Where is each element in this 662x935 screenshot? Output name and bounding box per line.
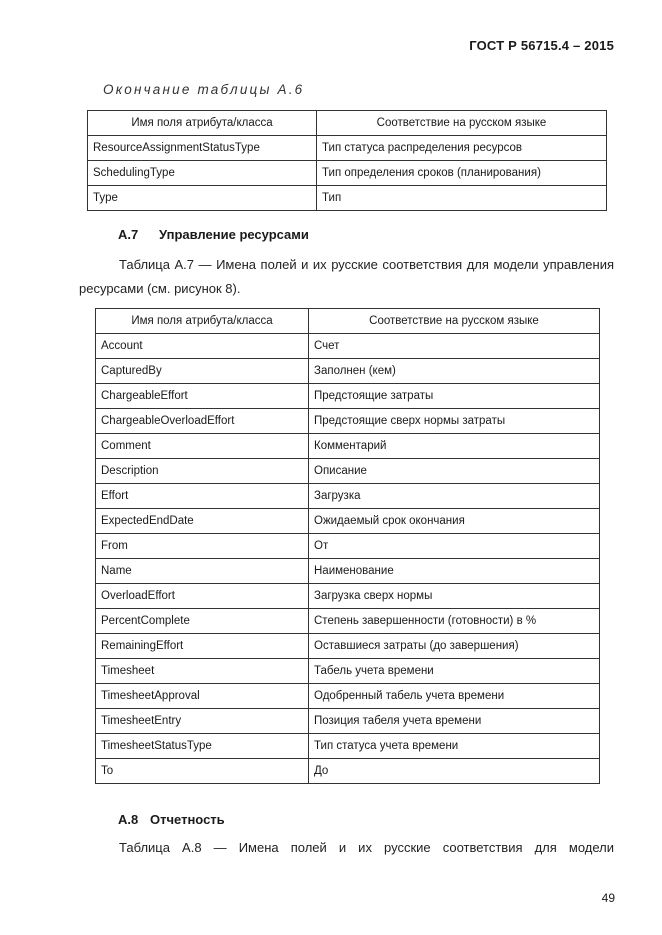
table-a6-end	[87, 110, 607, 211]
translation-cell: Тип статуса распределения ресурсов	[317, 136, 607, 161]
field-name-cell: ExpectedEndDate	[96, 509, 309, 534]
field-name-cell: From	[96, 534, 309, 559]
field-name-cell: RemainingEffort	[96, 634, 309, 659]
translation-cell: До	[309, 759, 600, 784]
table-row	[96, 759, 600, 784]
table-row	[96, 359, 600, 384]
translation-cell: Предстоящие затраты	[309, 384, 600, 409]
table-row	[96, 534, 600, 559]
table-row	[96, 609, 600, 634]
field-name-cell: Timesheet	[96, 659, 309, 684]
translation-cell: Наименование	[309, 559, 600, 584]
translation-cell: Одобренный табель учета времени	[309, 684, 600, 709]
page-number: 49	[601, 891, 615, 905]
field-name-cell: Type	[88, 186, 317, 211]
table-row	[96, 709, 600, 734]
translation-cell: Предстоящие сверх нормы затраты	[309, 409, 600, 434]
table-row	[88, 136, 607, 161]
translation-cell: Загрузка сверх нормы	[309, 584, 600, 609]
field-name-cell: Comment	[96, 434, 309, 459]
translation-cell: Счет	[309, 334, 600, 359]
translation-cell: Оставшиеся затраты (до завершения)	[309, 634, 600, 659]
section-heading-a8	[118, 812, 225, 827]
table-continuation-caption: Окончание таблицы А.6	[103, 82, 305, 97]
document-header: ГОСТ Р 56715.4 – 2015	[469, 38, 614, 53]
table-row	[96, 559, 600, 584]
field-name-cell: Account	[96, 334, 309, 359]
table-row	[96, 659, 600, 684]
table-row	[88, 161, 607, 186]
field-name-cell: OverloadEffort	[96, 584, 309, 609]
field-name-cell: PercentComplete	[96, 609, 309, 634]
table-header-row	[88, 111, 607, 136]
field-name-cell: Description	[96, 459, 309, 484]
table-header-row	[96, 309, 600, 334]
table-row	[96, 634, 600, 659]
field-name-cell: To	[96, 759, 309, 784]
column-header: Имя поля атрибута/класса	[88, 111, 317, 136]
column-header: Соответствие на русском языке	[309, 309, 600, 334]
field-name-cell: Effort	[96, 484, 309, 509]
translation-cell: Позиция табеля учета времени	[309, 709, 600, 734]
table-row	[96, 409, 600, 434]
translation-cell: От	[309, 534, 600, 559]
translation-cell: Заполнен (кем)	[309, 359, 600, 384]
field-name-cell: ChargeableEffort	[96, 384, 309, 409]
column-header: Соответствие на русском языке	[317, 111, 607, 136]
field-name-cell: TimesheetApproval	[96, 684, 309, 709]
section-number: А.7	[118, 227, 139, 242]
field-name-cell: ChargeableOverloadEffort	[96, 409, 309, 434]
section-heading-a7	[118, 227, 309, 242]
table-row	[96, 734, 600, 759]
table-row	[96, 484, 600, 509]
table-row	[96, 584, 600, 609]
table-row	[96, 334, 600, 359]
section-number: А.8	[118, 812, 139, 827]
translation-cell: Комментарий	[309, 434, 600, 459]
translation-cell: Тип статуса учета времени	[309, 734, 600, 759]
table-row	[96, 509, 600, 534]
translation-cell: Тип определения сроков (планирования)	[317, 161, 607, 186]
field-name-cell: ResourceAssignmentStatusType	[88, 136, 317, 161]
column-header: Имя поля атрибута/класса	[96, 309, 309, 334]
table-row	[96, 459, 600, 484]
table-row	[96, 434, 600, 459]
table-row	[96, 384, 600, 409]
field-name-cell: CapturedBy	[96, 359, 309, 384]
translation-cell: Загрузка	[309, 484, 600, 509]
table-a8-intro-paragraph: Таблица А.8 — Имена полей и их русские соответствия для модели	[119, 840, 614, 855]
field-name-cell: TimesheetEntry	[96, 709, 309, 734]
table-a7-intro-paragraph: Таблица А.7 — Имена полей и их русские соответствия для модели управления ресурсами (см. рисунок 8).	[79, 257, 614, 296]
translation-cell: Степень завершенности (готовности) в %	[309, 609, 600, 634]
field-name-cell: SchedulingType	[88, 161, 317, 186]
table-a7	[95, 308, 600, 784]
table-row	[96, 684, 600, 709]
translation-cell: Табель учета времени	[309, 659, 600, 684]
field-name-cell: Name	[96, 559, 309, 584]
translation-cell: Тип	[317, 186, 607, 211]
translation-cell: Описание	[309, 459, 600, 484]
translation-cell: Ожидаемый срок окончания	[309, 509, 600, 534]
section-title: Отчетность	[150, 812, 225, 827]
table-row	[88, 186, 607, 211]
section-title: Управление ресурсами	[159, 227, 309, 242]
field-name-cell: TimesheetStatusType	[96, 734, 309, 759]
